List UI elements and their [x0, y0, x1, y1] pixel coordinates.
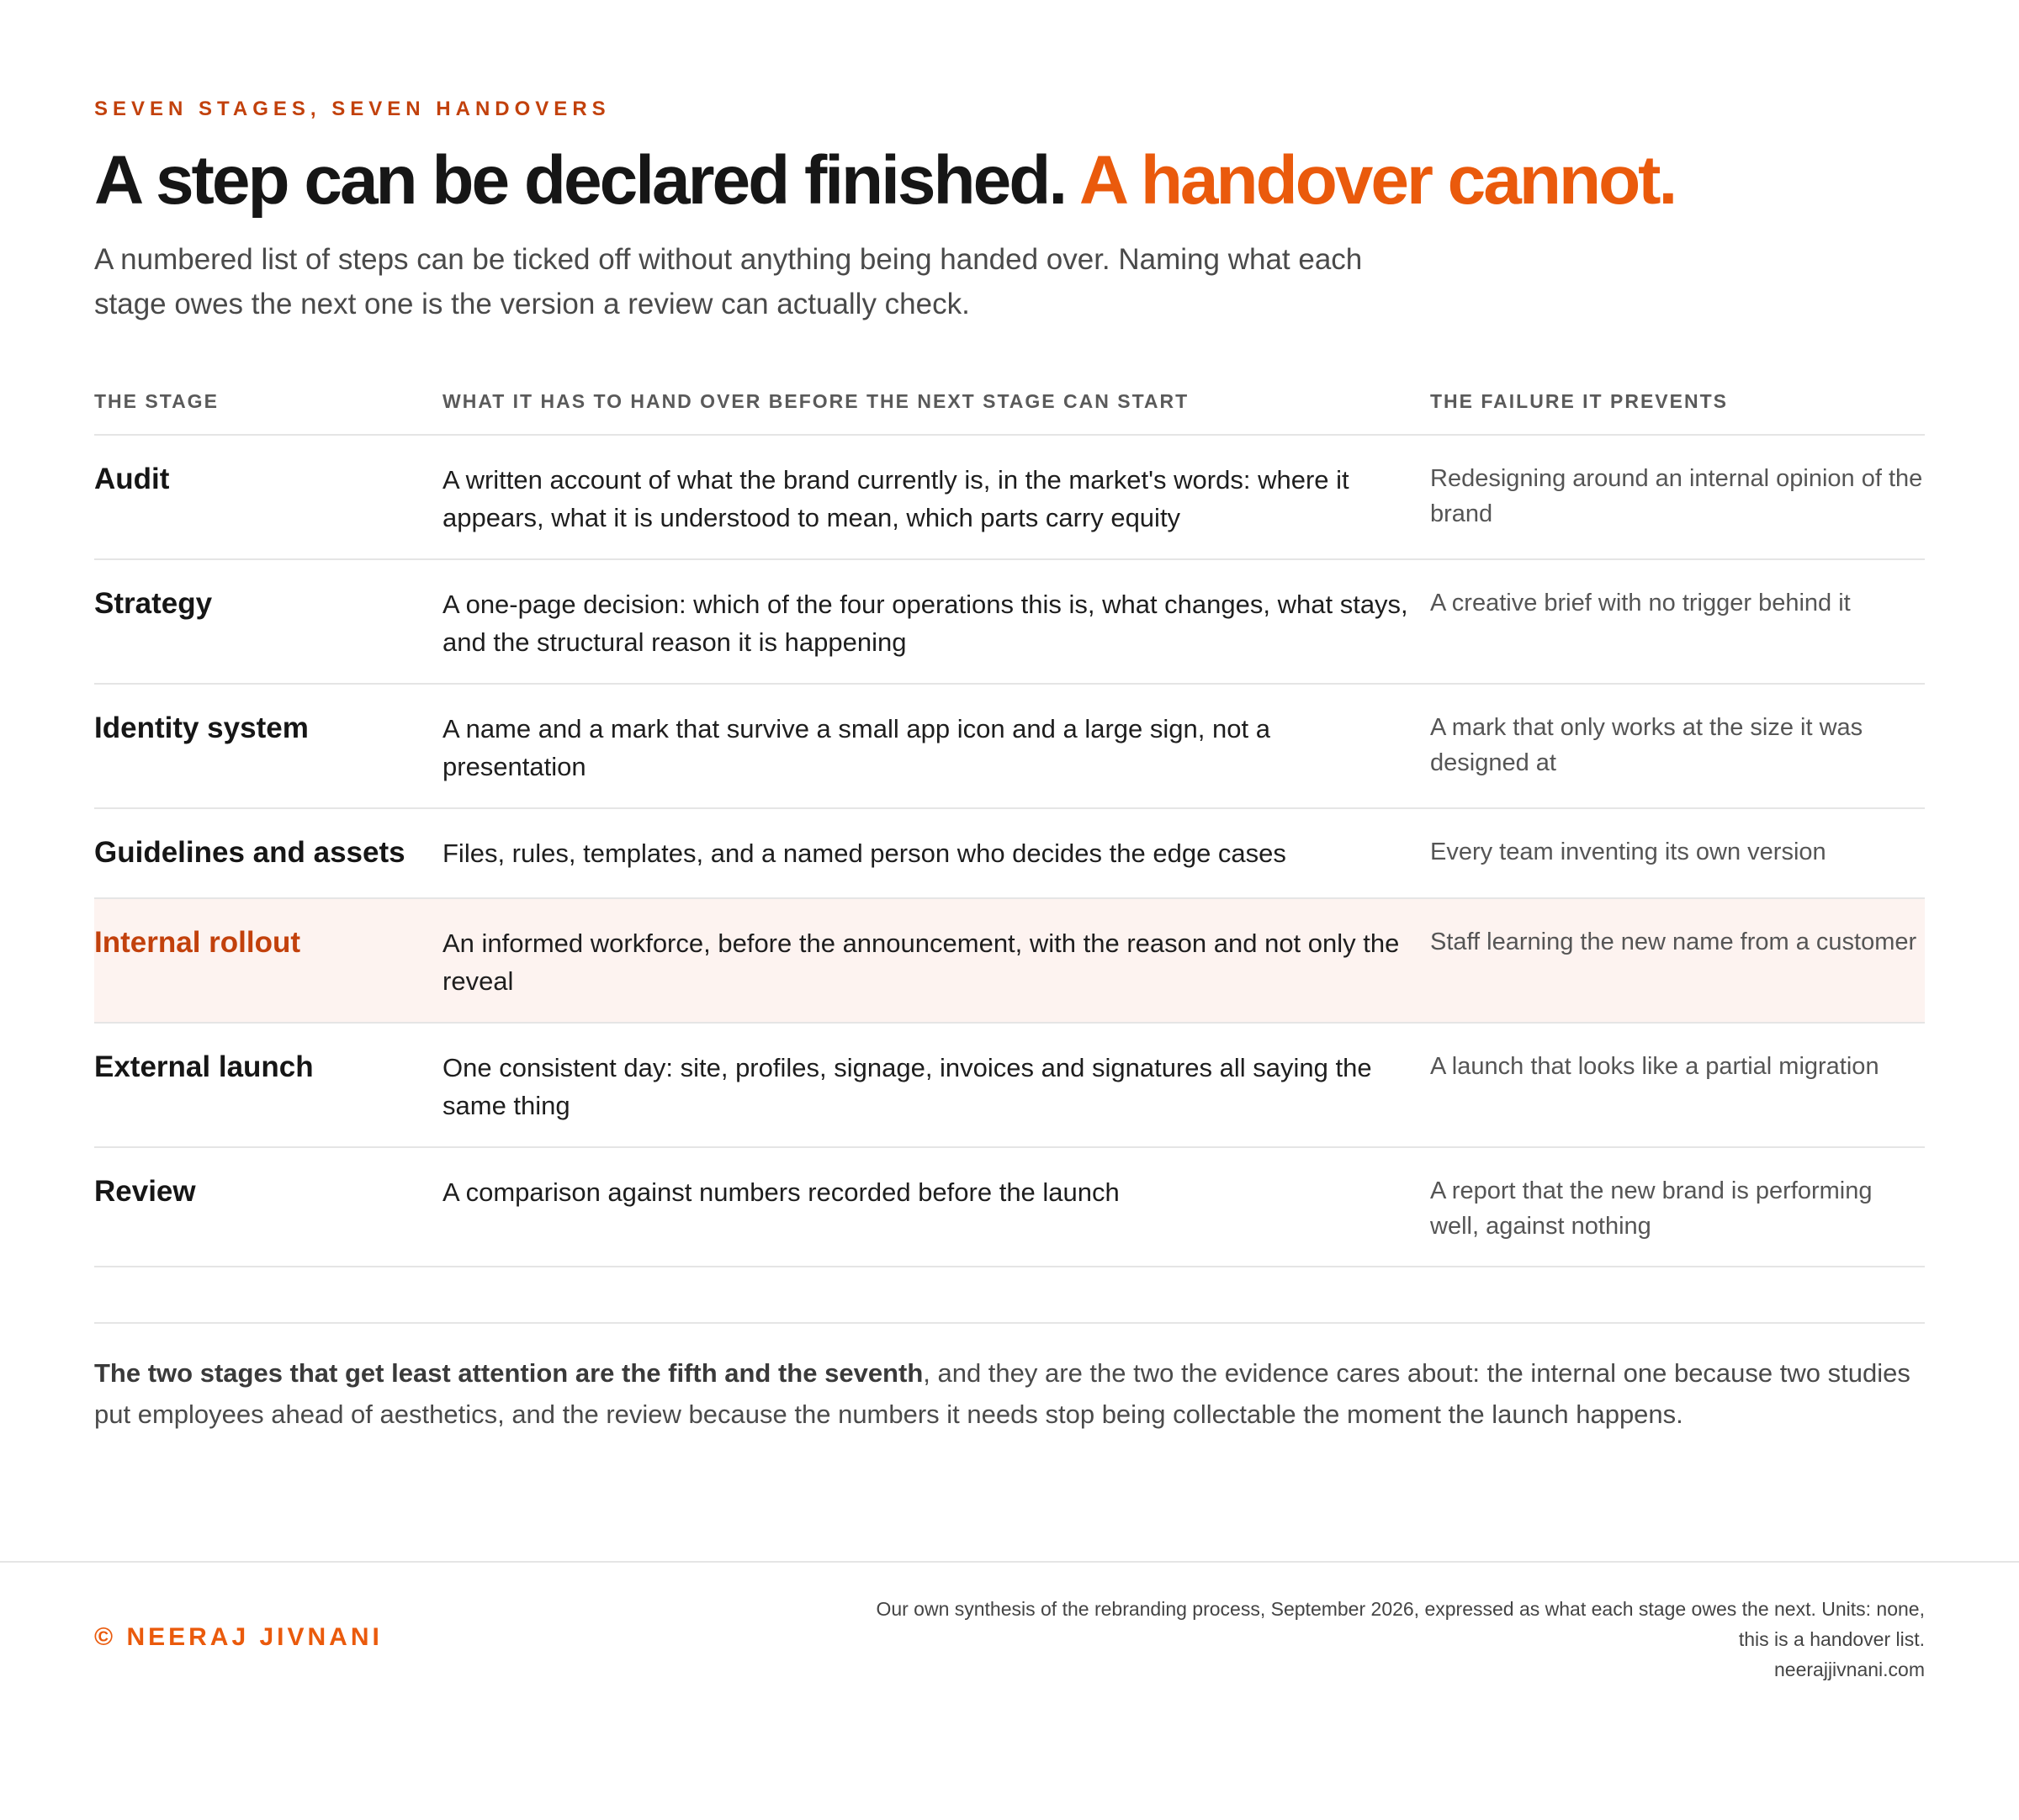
eyebrow: SEVEN STAGES, SEVEN HANDOVERS [94, 98, 611, 120]
failure-text: A launch that looks like a partial migration [1430, 1053, 1879, 1080]
failure-text: Every team inventing its own version [1430, 839, 1826, 865]
copyright-credit: © NEERAJ JIVNANI [94, 1623, 383, 1651]
failure-text: A mark that only works at the size it was designed at [1430, 714, 1863, 776]
table-header [94, 380, 1925, 436]
handover-text: A one-page decision: which of the four operations this is, what changes, what stays, and the structural reason it is happening [442, 590, 1408, 657]
footer-divider [0, 1561, 2019, 1563]
failure-text: A creative brief with no trigger behind it [1430, 590, 1851, 616]
stage-name: Identity system [94, 712, 309, 744]
closing-note [94, 1352, 1925, 1435]
source-note [747, 1594, 1925, 1685]
stage-name: Audit [94, 463, 170, 495]
section-divider [94, 1322, 1925, 1324]
column-header-stage: THE STAGE [94, 390, 219, 412]
handover-text: One consistent day: site, profiles, signage, invoices and signatures all saying the same thing [442, 1053, 1372, 1120]
headline-part-2: A handover cannot. [1078, 142, 1676, 219]
source-line-1: Our own synthesis of the rebranding process, September 2026, expressed as what each stage owes the next. Units: none, [876, 1598, 1925, 1620]
table-row [94, 685, 1925, 809]
stage-name: Strategy [94, 587, 213, 620]
source-line-2: this is a handover list. [1738, 1628, 1925, 1650]
table-row [94, 1148, 1925, 1267]
handover-text: A comparison against numbers recorded before the launch [442, 1177, 1120, 1207]
source-url-link[interactable]: neerajjivnani.com [1774, 1659, 1925, 1680]
stage-name: External launch [94, 1050, 314, 1083]
headline-part-1: A step can be declared finished. [94, 142, 1066, 219]
failure-text: A report that the new brand is performing well, against nothing [1430, 1177, 1873, 1240]
closing-note-lead: The two stages that get least attention are the fifth and the seventh [94, 1358, 924, 1388]
table-row [94, 809, 1925, 899]
column-header-handover: WHAT IT HAS TO HAND OVER BEFORE THE NEXT STAGE CAN START [442, 390, 1190, 412]
stage-name: Review [94, 1175, 196, 1208]
page-title [94, 143, 1675, 219]
handover-table [94, 380, 1925, 1267]
table-row [94, 436, 1925, 560]
handover-text: A written account of what the brand currently is, in the market's words: where it appears, what it is understood to mean, which parts carry equity [442, 465, 1349, 532]
handover-text: Files, rules, templates, and a named person who decides the edge cases [442, 839, 1286, 868]
column-header-failure: THE FAILURE IT PREVENTS [1430, 390, 1728, 412]
intro-text: A numbered list of steps can be ticked off without anything being handed over. Naming what each stage owes the next one is the version a review can actually check. [94, 243, 1363, 320]
stage-name: Guidelines and assets [94, 836, 405, 869]
table-row [94, 560, 1925, 685]
stage-name: Internal rollout [94, 926, 300, 959]
failure-text: Redesigning around an internal opinion of the brand [1430, 465, 1923, 527]
handover-text: A name and a mark that survive a small app icon and a large sign, not a presentation [442, 714, 1270, 781]
closing-note-body: , and they are the two the evidence cares about: the internal one because two studies put employees ahead of aesthetics, and the review because the numbers it needs stop being collectable the moment the launch happens. [94, 1358, 1910, 1429]
handover-text: An informed workforce, before the announcement, with the reason and not only the reveal [442, 929, 1400, 996]
table-row-highlighted [94, 899, 1925, 1024]
failure-text: Staff learning the new name from a customer [1430, 929, 1917, 955]
table-row [94, 1024, 1925, 1148]
